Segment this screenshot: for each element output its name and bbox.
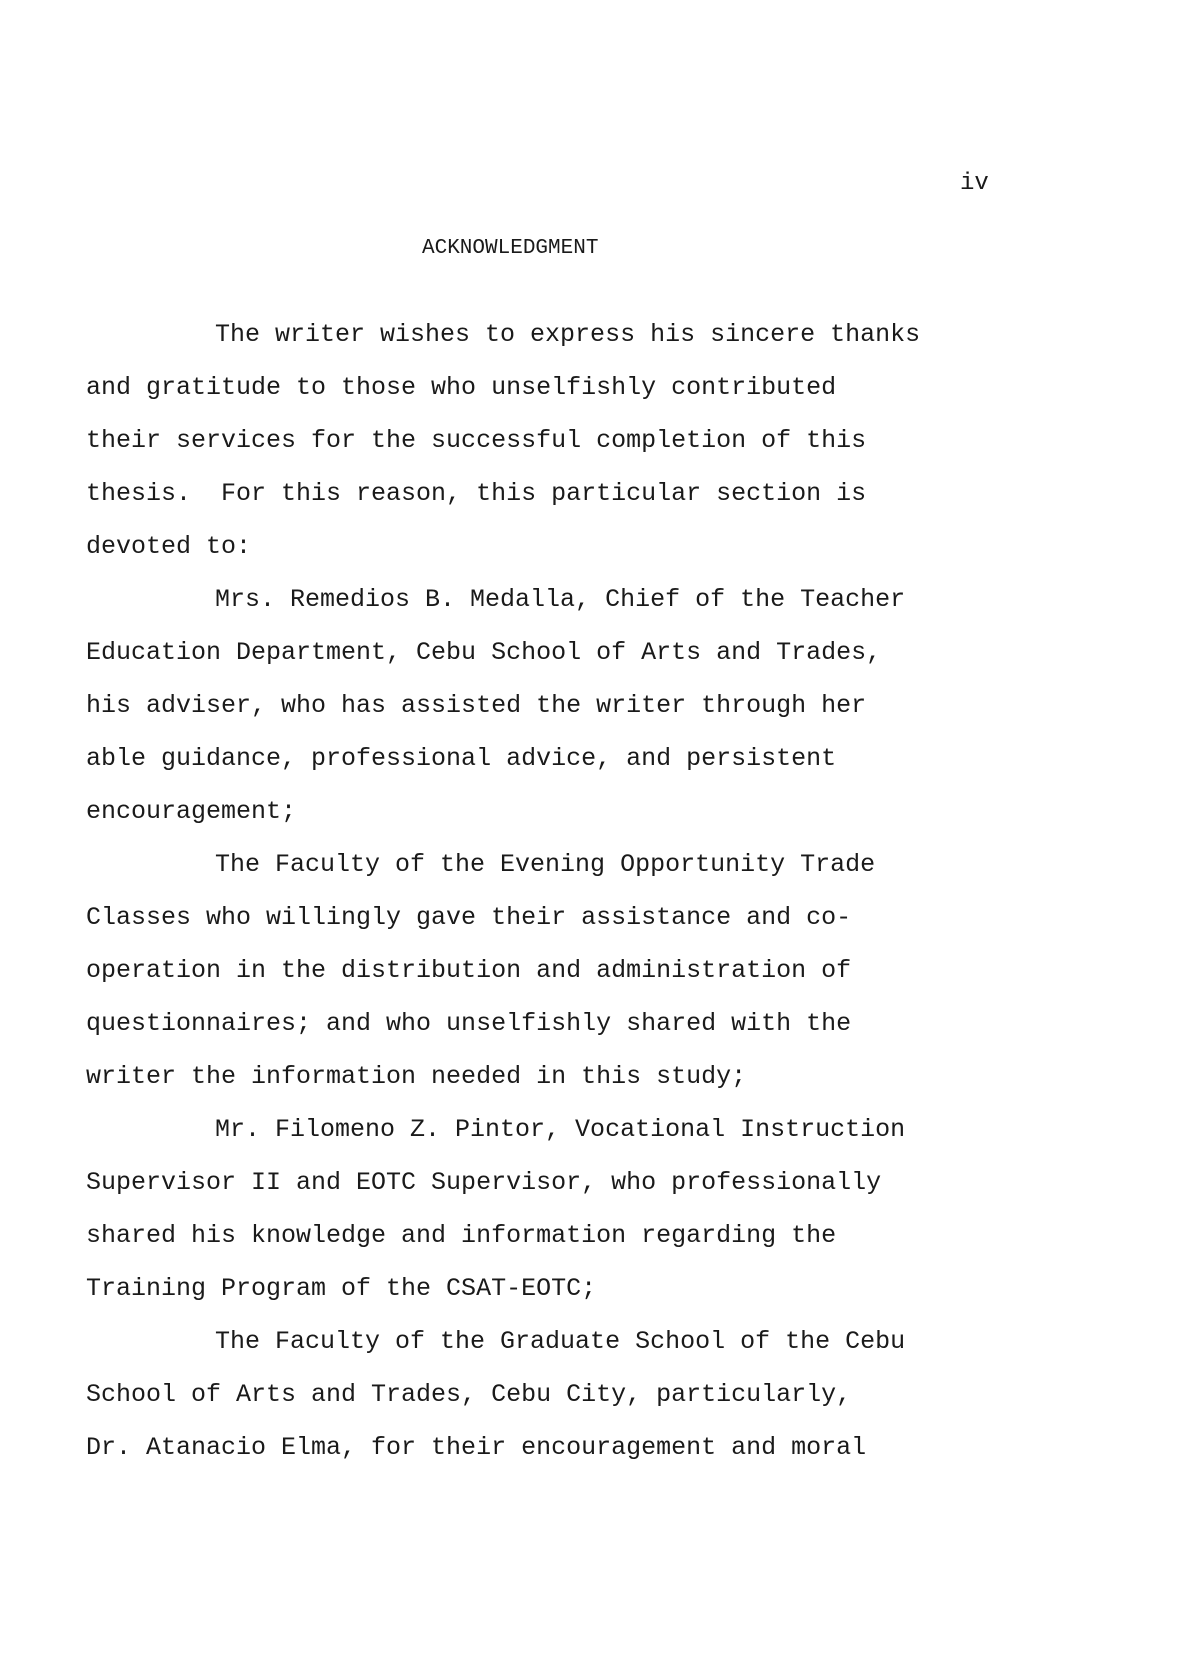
text-line: Dr. Atanacio Elma, for their encouragement and moral [86,1433,867,1462]
text-line: Mrs. Remedios B. Medalla, Chief of the Teacher [215,585,906,614]
text-line: School of Arts and Trades, Cebu City, particularly, [86,1380,852,1409]
page-title: ACKNOWLEDGMENT [422,237,599,260]
text-line: The writer wishes to express his sincere thanks [215,320,921,349]
text-line: their services for the successful completion of this [86,426,867,455]
text-line: Mr. Filomeno Z. Pintor, Vocational Instruction [215,1115,906,1144]
text-line: thesis. For this reason, this particular section is [86,479,867,508]
text-line: operation in the distribution and administration of [86,956,852,985]
text-line: writer the information needed in this study; [86,1062,747,1091]
text-line: Education Department, Cebu School of Arts and Trades, [86,638,882,667]
text-line: Classes who willingly gave their assistance and co- [86,903,852,932]
page-number: iv [960,170,989,197]
text-line: Training Program of the CSAT-EOTC; [86,1274,597,1303]
acknowledgment-body [86,308,1146,1474]
text-line: shared his knowledge and information regarding the [86,1221,837,1250]
text-line: questionnaires; and who unselfishly shared with the [86,1009,852,1038]
text-line: The Faculty of the Evening Opportunity Trade [215,850,876,879]
text-line: encouragement; [86,797,297,826]
text-line: The Faculty of the Graduate School of the Cebu [215,1327,906,1356]
text-line: able guidance, professional advice, and persistent [86,744,837,773]
text-line: Supervisor II and EOTC Supervisor, who professionally [86,1168,882,1197]
text-line: his adviser, who has assisted the writer through her [86,691,867,720]
text-line: and gratitude to those who unselfishly contributed [86,373,837,402]
text-line: devoted to: [86,532,252,561]
